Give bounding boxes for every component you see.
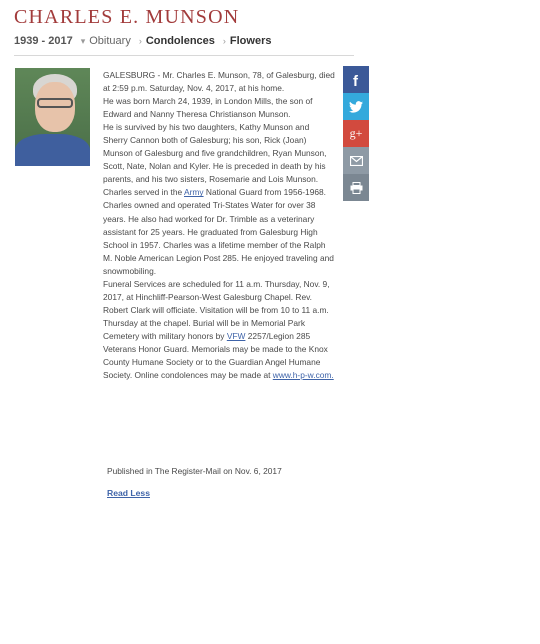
vfw-link[interactable]: VFW [226, 330, 246, 341]
email-share-button[interactable] [343, 147, 369, 174]
google-plus-icon: g+ [349, 126, 363, 140]
portrait-photo [15, 68, 90, 166]
tab-obituary[interactable]: Obituary [89, 35, 131, 47]
chevron-down-icon[interactable]: ▾ [80, 35, 86, 46]
read-less-link[interactable]: Read Less [107, 488, 150, 498]
google-plus-share-button[interactable] [343, 120, 369, 147]
twitter-share-button[interactable] [343, 93, 369, 120]
page-title: CHARLES E. MUNSON [14, 6, 240, 28]
chevron-right-icon: › [222, 36, 226, 46]
website-link[interactable]: www.h-p-w.com. [272, 370, 334, 381]
breadcrumb [14, 35, 271, 47]
email-icon [350, 156, 363, 166]
paragraph: He was born March 24, 1939, in London Mills, the son of Edward and Nanny Theresa Christianson Munson. [103, 96, 313, 120]
chevron-right-icon: › [138, 36, 142, 46]
paragraph: He is survived by his two daughters, Kathy Munson and Sherry Cannon both of Galesburg; his son, Rick (Joan) Munson of Galesburg and five grandchildren, Ryan Munson, Scott, Nate, Nolan and Kyler. He is preceded in death by his parents, and his two sisters, Rosemarie and Lois Munson. [103, 122, 327, 185]
print-button[interactable] [343, 174, 369, 201]
paragraph: Funeral Services are scheduled for 11 a.m. Thursday, Nov. 9, 2017, at Hinchliff-Pearson-West Galesburg Chapel. Rev. Robert Clark will officiate. Visitation will be from 10 to 11 a.m. Thursday at the chapel. Burial will be in Memorial Park Cemetery with military honors by VFW 2257/Legion 285 Veterans Honor Guard. Memorials may be made to the Knox County Humane Society or to the Guardian Angel Humane Society. Online condolences may be made at www.h-p-w.com. [103, 278, 334, 381]
print-icon [350, 182, 363, 194]
facebook-icon [349, 73, 363, 87]
obituary-text [103, 69, 335, 382]
published-note: Published in The Register-Mail on Nov. 6, 2017 [107, 466, 282, 476]
twitter-icon [349, 101, 363, 113]
life-years: 1939 - 2017 [14, 35, 73, 47]
divider [14, 55, 354, 56]
paragraph: GALESBURG - Mr. Charles E. Munson, 78, of Galesburg, died at 2:59 p.m. Saturday, Nov. 4, 2017, at his home. [103, 70, 335, 94]
paragraph: Charles owned and operated Tri-States Water for over 38 years. He also had worked for Dr. Trimble as a veterinary assistant for 25 years. He graduated from Galesburg High School in 1957. Charles was a lifetime member of the Ralph M. Noble American Legion Post 285. He enjoyed traveling and snowmobiling. [103, 200, 334, 276]
svg-text:f: f [353, 72, 358, 87]
tab-condolences[interactable]: Condolences [145, 35, 215, 47]
facebook-share-button[interactable] [343, 66, 369, 93]
share-bar [343, 66, 369, 201]
army-link[interactable]: Army [184, 187, 204, 198]
paragraph: Charles served in the Army National Guard from 1956-1968. [103, 187, 327, 198]
tab-flowers[interactable]: Flowers [229, 35, 272, 47]
